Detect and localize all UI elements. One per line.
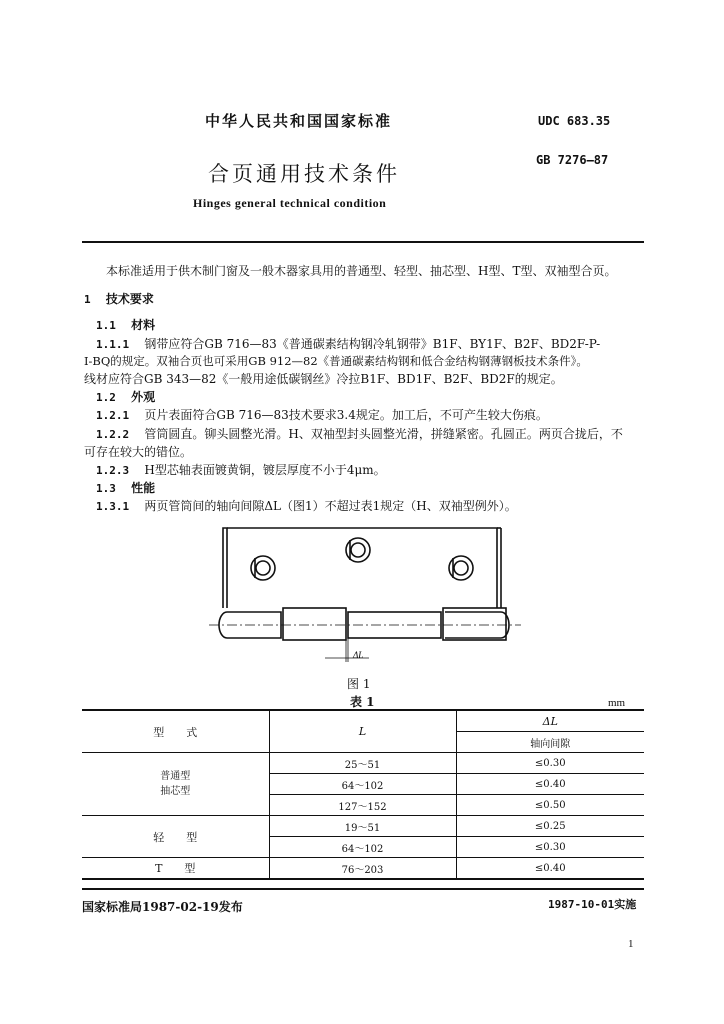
table-unit: mm [608,697,626,709]
group-label-3: T 型 [82,858,269,880]
footer-divider [82,888,644,890]
table-caption: 表 1 [350,695,375,709]
screw-hole-right [449,556,473,580]
figure-caption: 图 1 [347,677,371,691]
knuckle-middle-left [283,608,346,640]
clause-1-1-1-line1 [96,335,600,352]
clause-1-2-3 [96,461,386,478]
standard-org: 中华人民共和国国家标准 [205,112,393,130]
effective-date: 1987-10-01实施 [548,898,637,911]
screw-hole-middle [346,538,370,562]
cell-dL: ≤0.30 [456,837,644,858]
table-header-row [82,710,644,732]
section-1-1 [96,316,155,333]
clause-text: 管筒圆直。铆头圆整光滑。H、双袖型封头圆整光滑，拼缝紧密。孔圆正。两页合拢后，不 [144,427,623,441]
intro-paragraph: 本标准适用于供木制门窗及一般木器家具用的普通型、轻型、抽芯型、H型、T型、双袖型合页。 [106,264,617,278]
cell-dL: ≤0.50 [456,795,644,816]
cell-L: 25～51 [269,753,456,774]
section-number: 1.1 [96,319,116,332]
clause-number: 1.2.3 [96,464,130,477]
dimension-label: ΔL [353,650,364,660]
clause-1-2-1 [96,406,548,423]
cell-dL: ≤0.30 [456,753,644,774]
clause-text: H型芯轴表面镀黄铜，镀层厚度不小于4μm。 [144,463,386,477]
clause-text: 钢带应符合GB 716—83《普通碳素结构钢冷轧钢带》B1F、BY1F、B2F、BD2F-P- [144,337,601,351]
clause-number: 1.3.1 [96,500,130,513]
section-number: 1.3 [96,482,116,495]
header-dL-sub: 轴向间隙 [456,732,644,753]
cell-dL: ≤0.40 [456,858,644,880]
group-label-line: 抽芯型 [160,786,191,797]
header-type: 型 式 [82,710,269,753]
hinge-leaf-outline [227,528,497,608]
clause-number: 1.2.1 [96,409,130,422]
section-1-3 [96,479,155,496]
screw-hole-left [251,556,275,580]
hinge-figure [205,520,525,670]
hinge-leaf-left-edge [223,528,227,608]
table-row [82,858,644,880]
table-row [82,753,644,774]
section-label: 材料 [131,318,156,332]
clause-1-2-2-line2: 可存在较大的错位。 [84,445,193,459]
clause-text: 页片表面符合GB 716—83技术要求3.4规定。加工后，不可产生较大伤痕。 [144,408,548,422]
title-cn: 合页通用技术条件 [208,162,400,186]
clause-1-3-1 [96,497,517,514]
group-label-2: 轻 型 [82,816,269,858]
header-L: L [269,710,456,753]
cell-L: 64～102 [269,837,456,858]
section-label: 性能 [131,481,156,495]
cell-L: 19～51 [269,816,456,837]
udc-code: UDC 683.35 [538,114,611,128]
issue-info: 国家标准局1987-02-19发布 [82,900,243,914]
page-number: 1 [628,938,634,950]
clause-number: 1.1.1 [96,338,130,351]
cell-L: 127～152 [269,795,456,816]
clause-1-2-2-line1 [96,425,623,442]
group-label-1 [82,753,269,816]
cell-L: 76～203 [269,858,456,880]
table-1 [82,709,644,880]
section-1-2 [96,388,155,405]
section-number: 1 [84,293,91,306]
header-dL: ΔL [456,710,644,732]
title-en: Hinges general technical condition [193,196,387,210]
cell-L: 64～102 [269,774,456,795]
cell-dL: ≤0.25 [456,816,644,837]
gb-code: GB 7276—87 [536,153,609,167]
group-label-line: 普通型 [160,771,191,782]
clause-1-1-1-line2: I-BQ的规定。双袖合页也可采用GB 912—82《普通碳素结构钢和低合金结构钢薄钢板技术条件》。 [84,354,588,368]
table-row [82,816,644,837]
clause-1-1-1-line3: 线材应符合GB 343—82《一般用途低碳钢丝》冷拉B1F、BD1F、B2F、BD2F的规定。 [84,372,563,386]
cell-dL: ≤0.40 [456,774,644,795]
section-1 [84,290,154,307]
section-label: 外观 [131,390,156,404]
section-label: 技术要求 [105,292,154,306]
header-divider [82,241,644,243]
section-number: 1.2 [96,391,116,404]
clause-number: 1.2.2 [96,428,130,441]
clause-text: 两页管筒间的轴向间隙ΔL（图1）不超过表1规定（H、双袖型例外）。 [144,499,517,513]
